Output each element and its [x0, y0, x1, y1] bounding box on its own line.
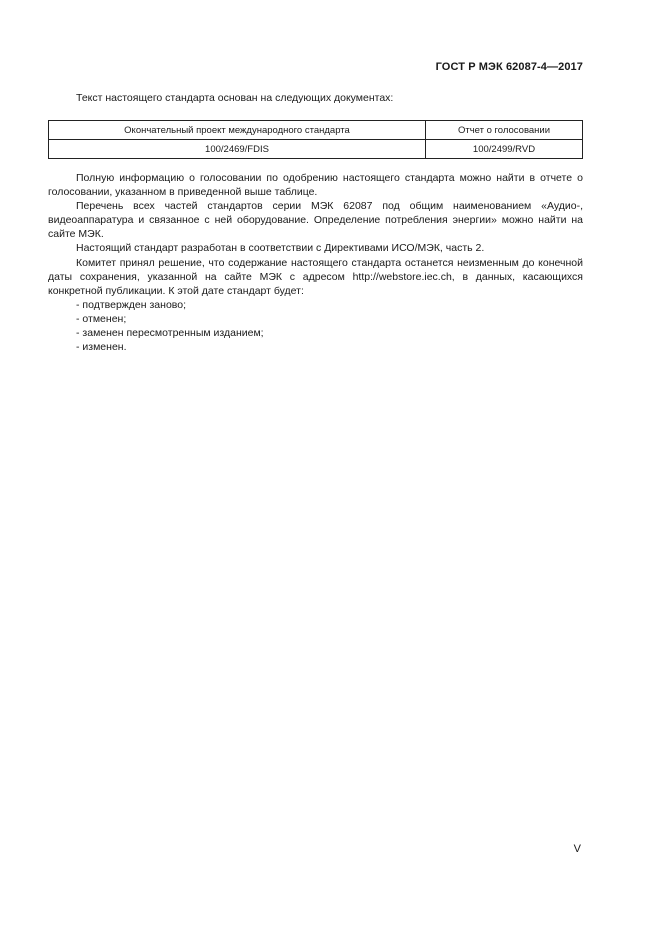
paragraph: Настоящий стандарт разработан в соответствии с Директивами ИСО/МЭК, часть 2.	[76, 242, 485, 255]
table-row	[49, 140, 583, 159]
intro-text: Текст настоящего стандарта основан на следующих документах:	[76, 92, 394, 104]
page-number: V	[573, 843, 581, 855]
body-text	[48, 171, 583, 354]
table-cell: 100/2469/FDIS	[49, 140, 426, 159]
list-item: - изменен.	[76, 341, 127, 354]
paragraph: Полную информацию о голосовании по одобрению настоящего стандарта можно найти в отчете о голосовании, указанном в приведенной выше таблице.	[48, 172, 583, 199]
list-item: - заменен пересмотренным изданием;	[76, 327, 264, 340]
table-header-cell: Окончательный проект международного стандарта	[49, 121, 426, 140]
list-item: - отменен;	[76, 312, 127, 325]
table-header-row	[49, 121, 583, 140]
table-cell: 100/2499/RVD	[426, 140, 583, 159]
paragraph: Комитет принял решение, что содержание настоящего стандарта останется неизменным до конечной даты сохранения, указанной на сайте МЭК с адресом http://webstore.iec.ch, в данных, касающихся конкретной публикации. К этой дате стандарт будет:	[48, 256, 583, 297]
page-header-standard-code: ГОСТ Р МЭК 62087-4—2017	[435, 61, 583, 73]
table-header-cell: Отчет о голосовании	[426, 121, 583, 140]
documents-table	[48, 120, 583, 159]
paragraph: Перечень всех частей стандартов серии МЭК 62087 под общим наименованием «Аудио-, видеоаппаратура и связанное с ней оборудование. Определение потребления энергии» можно найти на сайте МЭК.	[48, 200, 583, 241]
list-item: - подтвержден заново;	[76, 298, 186, 311]
